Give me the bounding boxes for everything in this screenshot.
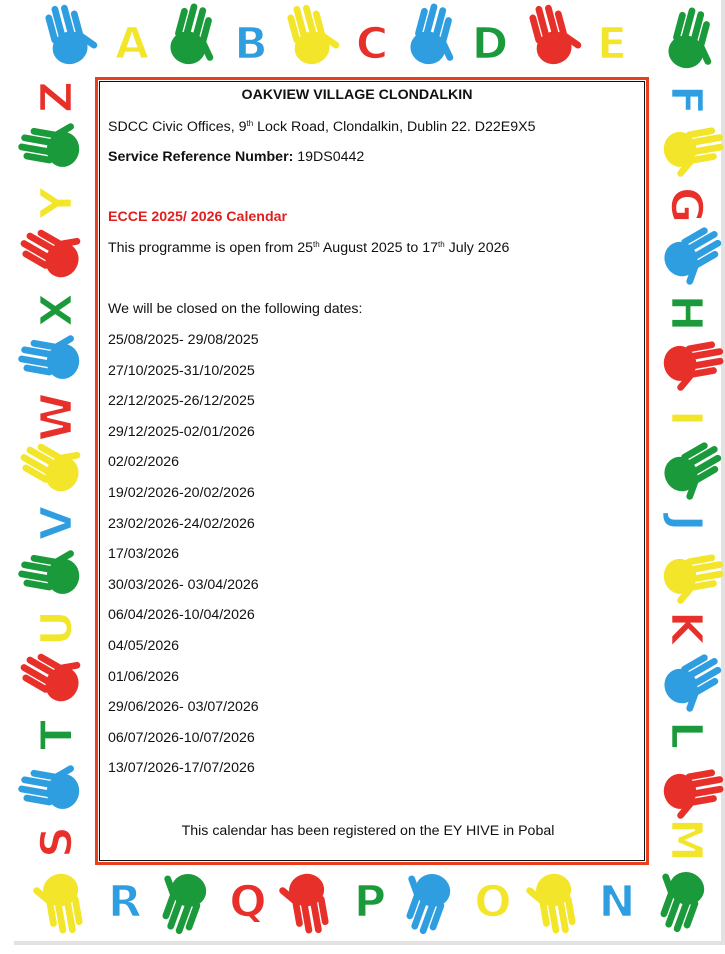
border-letter: O (474, 876, 512, 928)
service-reference-value: 19DS0442 (293, 149, 365, 165)
border-letter: K (660, 610, 712, 646)
closed-date-item: 13/07/2026-17/07/2026 (108, 760, 255, 777)
handprint-icon (167, 0, 227, 71)
border-letter: T (31, 719, 83, 751)
closed-date-item: 22/12/2025-26/12/2025 (108, 393, 255, 410)
handprint-icon (526, 0, 586, 68)
border-letter: P (353, 876, 387, 928)
handprint-icon (658, 222, 725, 292)
border-letter: H (660, 294, 712, 332)
closed-intro: We will be closed on the following dates: (108, 301, 363, 317)
handprint-icon (276, 871, 332, 939)
handprint-icon (16, 114, 84, 170)
closed-date-item: 29/12/2025-02/01/2026 (108, 423, 255, 440)
border-letter: E (596, 18, 628, 70)
border-letter: R (108, 876, 142, 928)
border-letter: D (471, 18, 509, 70)
handprint-icon (16, 756, 84, 812)
handprint-icon (661, 766, 725, 822)
border-letter: I (660, 409, 712, 427)
handprint-icon (658, 437, 725, 507)
closed-date-item: 19/02/2026-20/02/2026 (108, 485, 255, 501)
border-letter: N (598, 876, 636, 928)
closed-date-item: 27/10/2025-31/10/2025 (108, 362, 255, 379)
closed-date-item: 02/02/2026 (108, 454, 180, 471)
border-letter: Q (229, 876, 267, 928)
handprint-icon (407, 0, 467, 71)
closed-date-item: 30/03/2026- 03/04/2026 (108, 576, 259, 593)
border-letter: M (660, 818, 712, 862)
border-letter: F (660, 84, 712, 116)
programme-dates: This programme is open from 25th August 2025 to 17th July 2026 (108, 240, 510, 256)
handprint-icon (16, 326, 84, 382)
closed-date-item: 06/07/2026-10/07/2026 (108, 729, 255, 746)
handprint-icon (15, 637, 91, 707)
border-letter: J (660, 514, 712, 532)
border-letter: S (31, 826, 83, 858)
border-letter: U (31, 610, 83, 646)
handprint-icon (661, 124, 725, 180)
border-letter: Z (31, 81, 83, 113)
address-line: SDCC Civic Offices, 9th Lock Road, Clondalkin, Dublin 22. D22E9X5 (108, 119, 536, 135)
handprint-icon (523, 871, 579, 939)
handprint-icon (284, 0, 344, 68)
closed-date-item: 23/02/2026-24/02/2026 (108, 515, 255, 532)
closed-date-item: 25/08/2025- 29/08/2025 (108, 332, 259, 348)
calendar-heading: ECCE 2025/ 2026 Calendar (108, 209, 288, 225)
border-letter: G (660, 186, 712, 224)
handprint-icon (665, 4, 725, 75)
document-title: OAKVIEW VILLAGE CLONDALKIN (241, 87, 473, 103)
border-letter: W (31, 392, 83, 442)
border-letter: V (31, 505, 83, 541)
closed-date-item: 04/05/2026 (108, 638, 180, 654)
handprint-icon (645, 863, 709, 936)
border-letter: Y (31, 187, 83, 219)
service-reference-label: Service Reference Number: (108, 149, 294, 165)
handprint-icon (661, 338, 725, 394)
closed-date-item: 29/06/2026- 03/07/2026 (108, 699, 259, 716)
handprint-icon (15, 213, 91, 283)
border-letter: C (355, 18, 389, 70)
handprint-icon (30, 871, 86, 939)
handprint-icon (391, 865, 455, 938)
border-letter: X (31, 293, 83, 327)
handprint-icon (147, 865, 211, 938)
border-letter: L (660, 720, 712, 750)
border-letter: A (114, 18, 150, 70)
handprint-icon (658, 649, 725, 719)
closed-date-item: 01/06/2026 (108, 668, 180, 685)
service-reference (108, 148, 364, 166)
handprint-icon (42, 0, 102, 68)
handprint-icon (16, 541, 84, 597)
handprint-icon (661, 551, 725, 607)
closed-date-item: 06/04/2026-10/04/2026 (108, 607, 255, 624)
footer-note: This calendar has been registered on the EY HIVE in Pobal (181, 823, 555, 839)
border-letter: B (234, 18, 268, 70)
closed-date-item: 17/03/2026 (108, 546, 180, 563)
